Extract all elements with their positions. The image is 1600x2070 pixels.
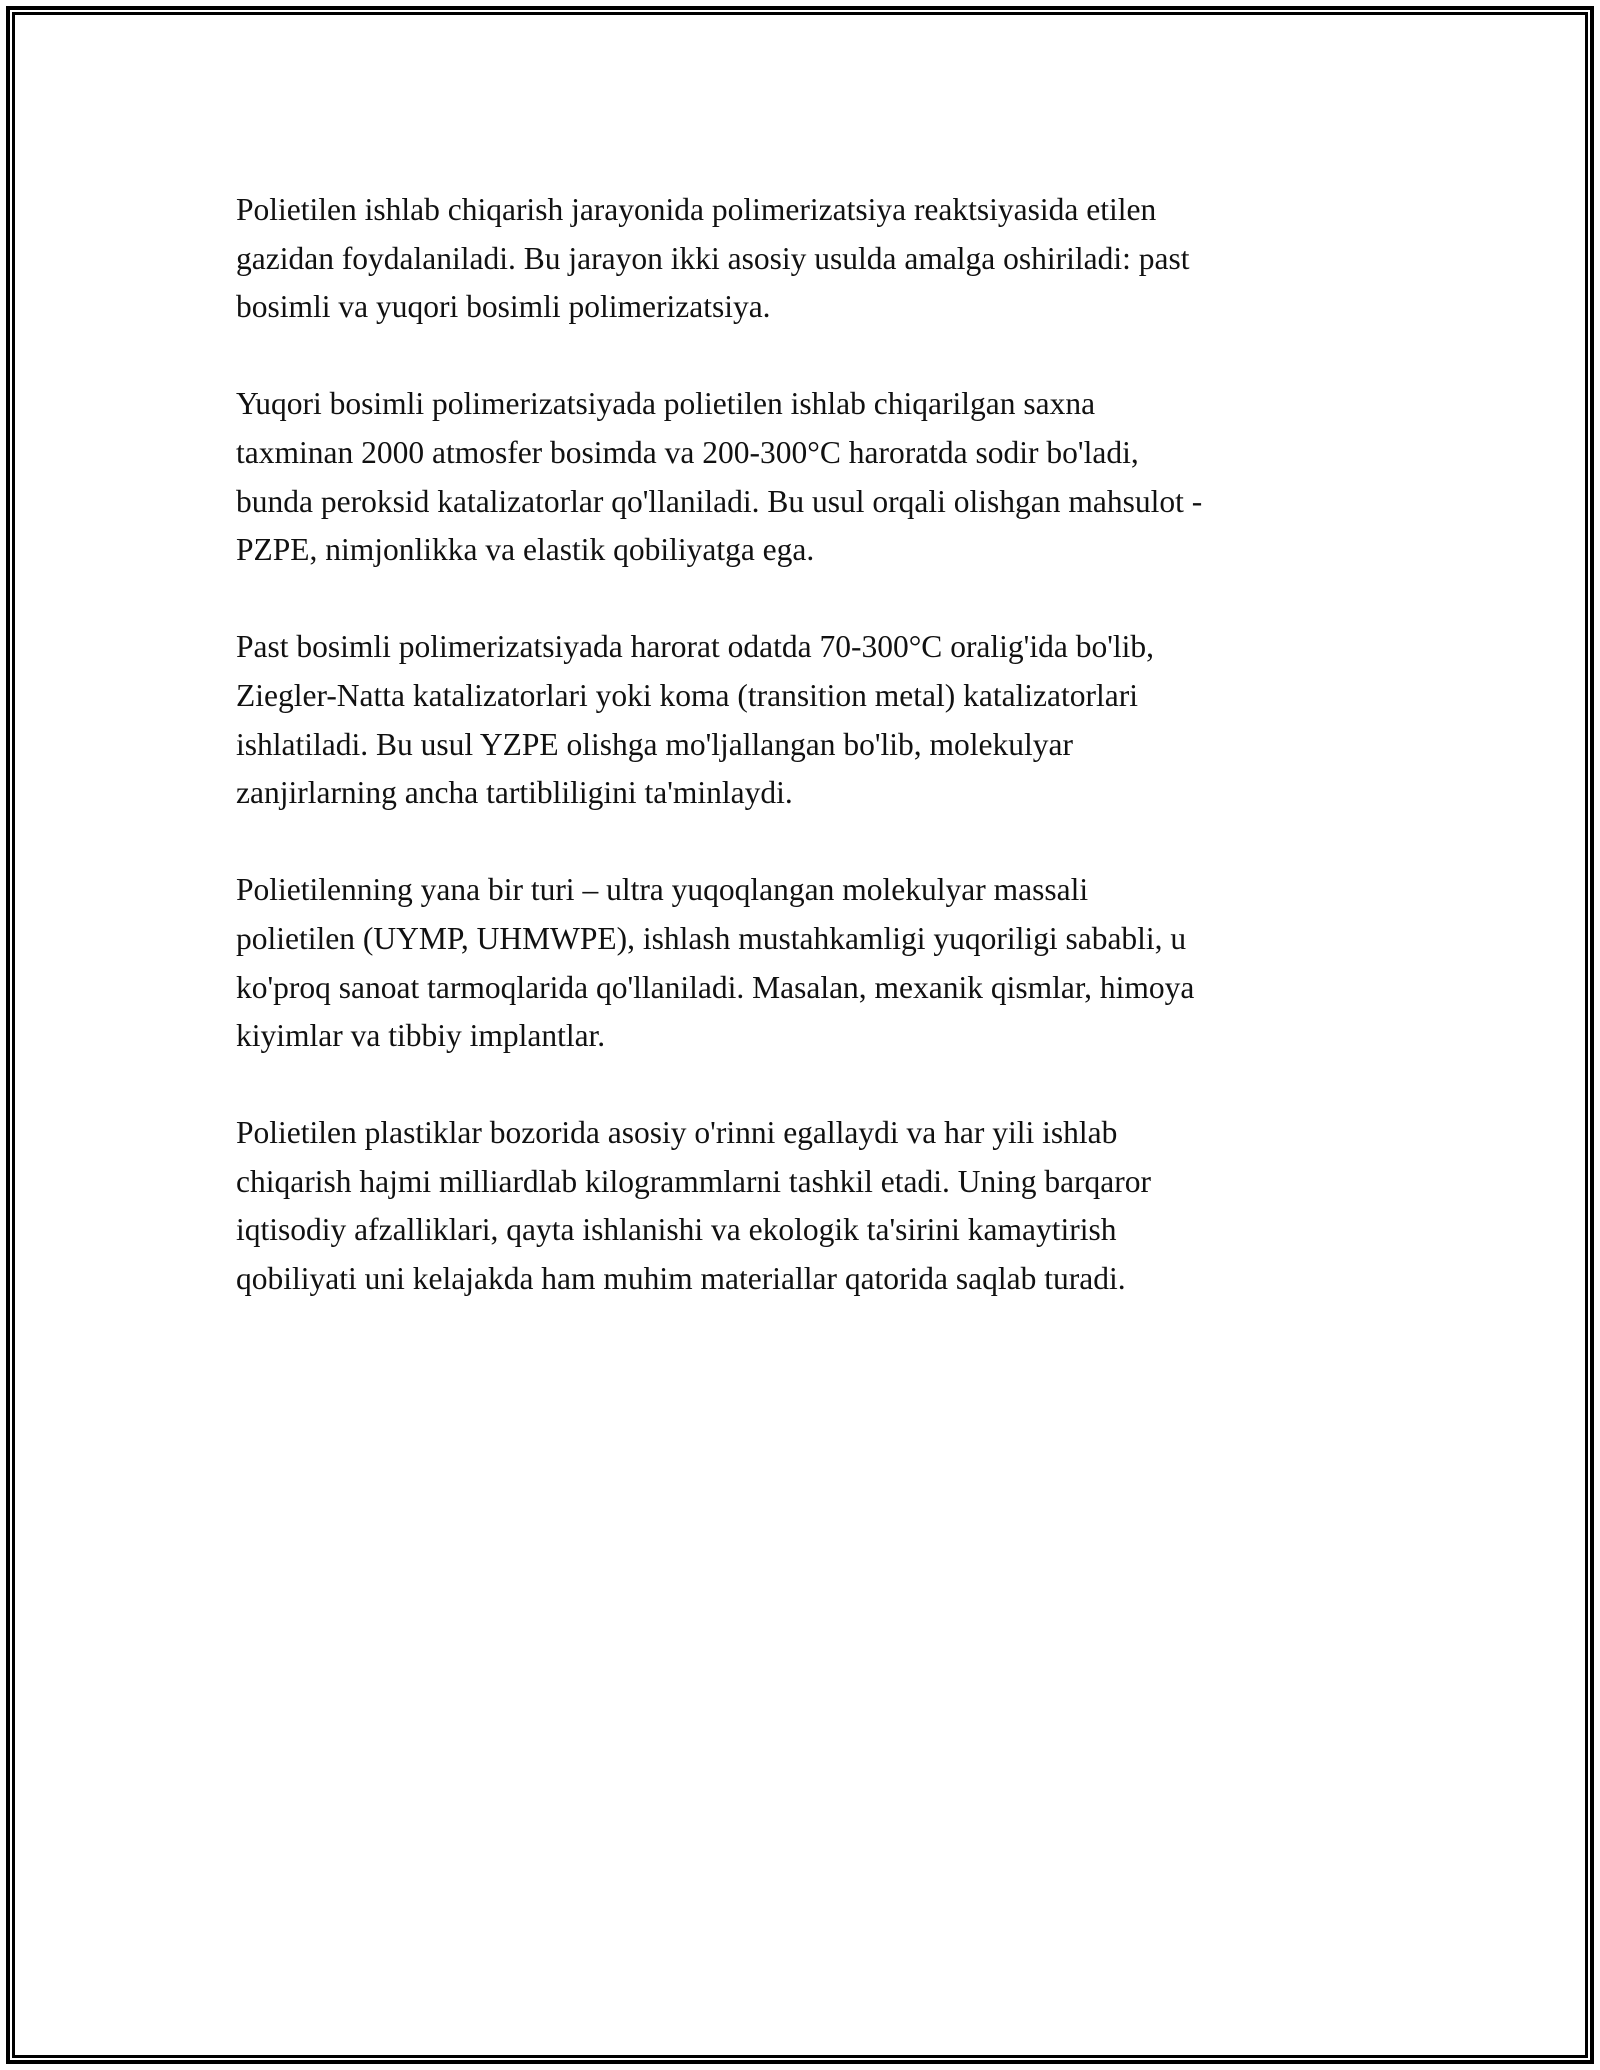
paragraph-line: zanjirlarning ancha tartibliligini ta'minlaydi. bbox=[236, 775, 793, 811]
paragraph-line: taxminan 2000 atmosfer bosimda va 200-300°C haroratda sodir bo'ladi, bbox=[236, 434, 1139, 470]
paragraph-1 bbox=[236, 186, 1376, 332]
document-body bbox=[236, 186, 1376, 1304]
paragraph-line: Polietilenning yana bir turi – ultra yuqoqlangan molekulyar massali bbox=[236, 872, 1089, 908]
paragraph-line: PZPE, nimjonlikka va elastik qobiliyatga ega. bbox=[236, 532, 815, 568]
paragraph-5 bbox=[236, 1109, 1376, 1303]
paragraph-line: bosimli va yuqori bosimli polimerizatsiya. bbox=[236, 289, 771, 325]
paragraph-2 bbox=[236, 380, 1376, 574]
paragraph-line: Ziegler-Natta katalizatorlari yoki koma (transition metal) katalizatorlari bbox=[236, 677, 1138, 713]
paragraph-line: gazidan foydalaniladi. Bu jarayon ikki asosiy usulda amalga oshiriladi: past bbox=[236, 240, 1190, 276]
paragraph-line: iqtisodiy afzalliklari, qayta ishlanishi va ekologik ta'sirini kamaytirish bbox=[236, 1212, 1117, 1248]
paragraph-line: Polietilen plastiklar bozorida asosiy o'rinni egallaydi va har yili ishlab bbox=[236, 1115, 1118, 1151]
paragraph-line: Polietilen ishlab chiqarish jarayonida polimerizatsiya reaktsiyasida etilen bbox=[236, 192, 1157, 227]
paragraph-line: ko'proq sanoat tarmoqlarida qo'llaniladi. Masalan, mexanik qismlar, himoya bbox=[236, 969, 1195, 1005]
paragraph-line: Yuqori bosimli polimerizatsiyada polietilen ishlab chiqarilgan saxna bbox=[236, 386, 1096, 422]
paragraph-3 bbox=[236, 623, 1376, 817]
paragraph-line: bunda peroksid katalizatorlar qo'llaniladi. Bu usul orqali olishgan mahsulot - bbox=[236, 483, 1203, 519]
paragraph-line: chiqarish hajmi milliardlab kilogrammlarni tashkil etadi. Uning barqaror bbox=[236, 1163, 1152, 1199]
paragraph-line: Past bosimli polimerizatsiyada harorat odatda 70-300°C oralig'ida bo'lib, bbox=[236, 629, 1155, 665]
paragraph-4 bbox=[236, 866, 1376, 1060]
paragraph-line: ishlatiladi. Bu usul YZPE olishga mo'ljallangan bo'lib, molekulyar bbox=[236, 726, 1073, 762]
paragraph-line: qobiliyati uni kelajakda ham muhim materiallar qatorida saqlab turadi. bbox=[236, 1261, 1126, 1297]
paragraph-line: kiyimlar va tibbiy implantlar. bbox=[236, 1018, 606, 1054]
paragraph-line: polietilen (UYMP, UHMWPE), ishlash mustahkamligi yuqoriligi sababli, u bbox=[236, 920, 1187, 956]
